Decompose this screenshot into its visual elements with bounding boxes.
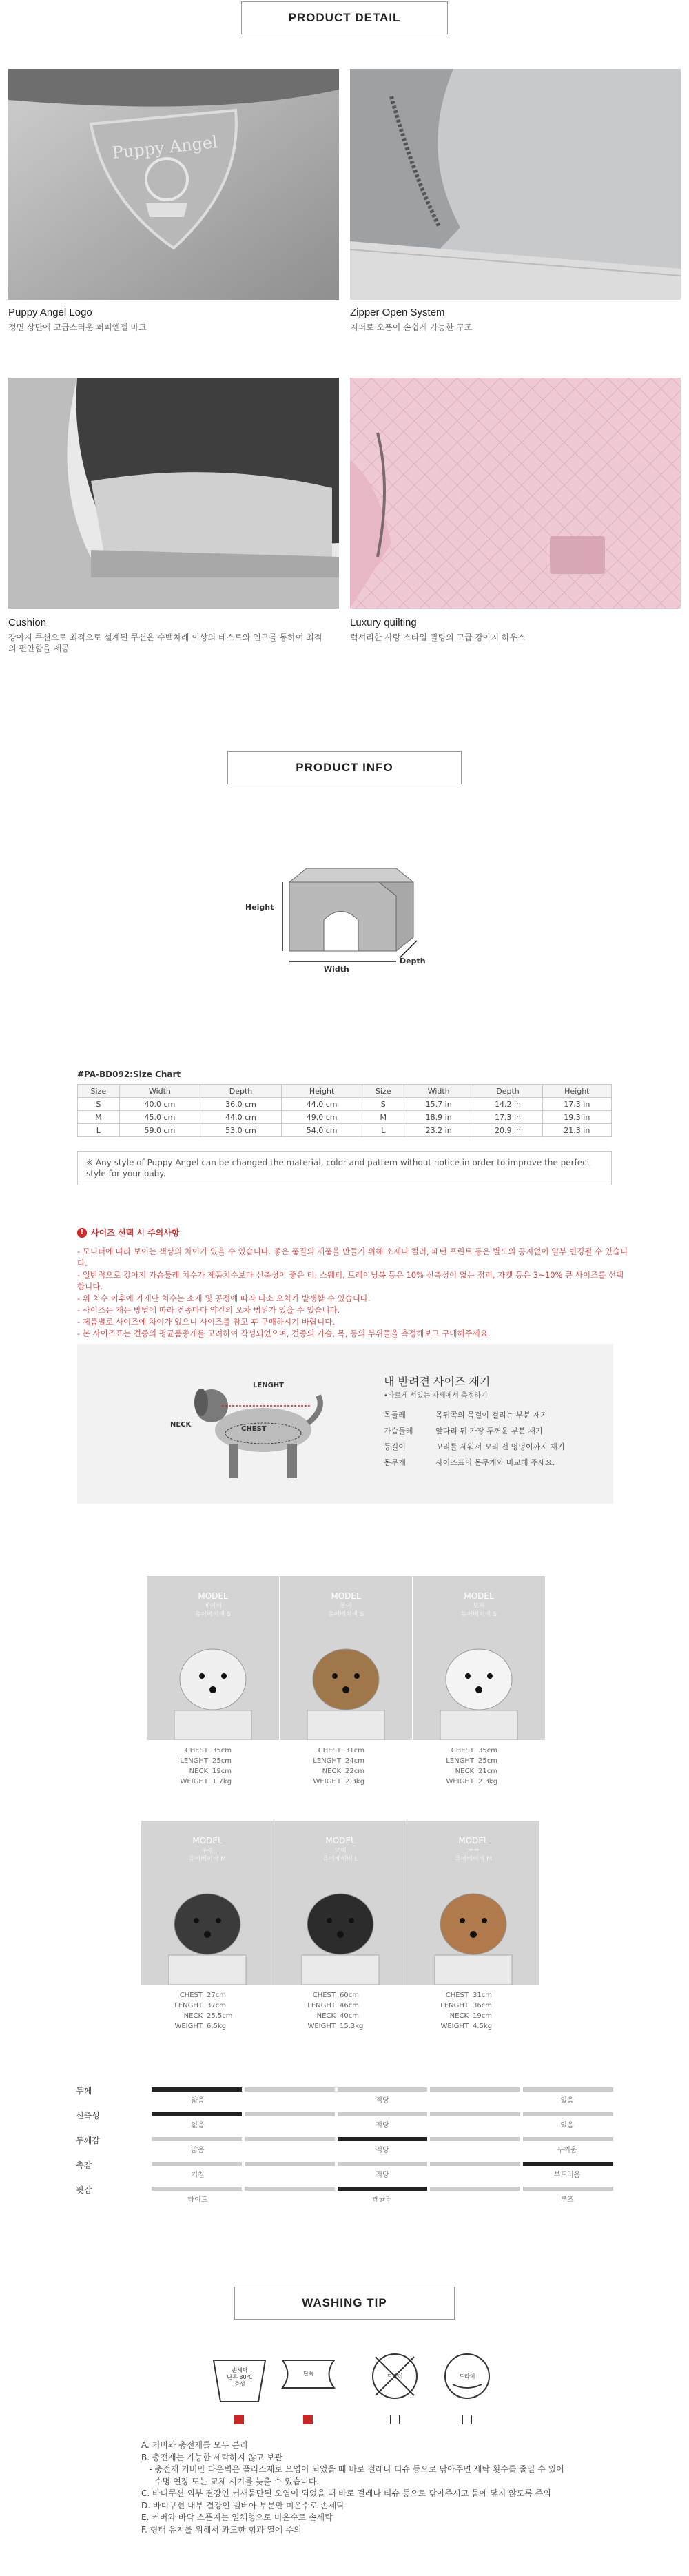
model-header: MODEL xyxy=(331,1591,361,1601)
table-cell: 44.0 cm xyxy=(281,1098,362,1111)
size-chart-note: ※ Any style of Puppy Angel can be changed the material, color and pattern without notice in order to improve the perfect style for your baby. xyxy=(77,1151,612,1185)
fit-segment xyxy=(523,2112,613,2116)
measurement-value: 35cm xyxy=(478,1747,497,1755)
house-diagram xyxy=(241,855,448,979)
measurement-row xyxy=(141,2001,274,2011)
product-detail-title: PRODUCT DETAIL xyxy=(241,1,448,34)
warning-icon: ! xyxy=(77,1228,87,1238)
feature-title-quilting: Luxury quilting xyxy=(350,617,417,628)
fit-tick xyxy=(244,2194,336,2204)
measurement-key: NECK xyxy=(316,2012,336,2020)
table-cell: 17.3 in xyxy=(473,1111,542,1124)
fit-tick xyxy=(429,2144,521,2154)
fit-segment xyxy=(523,2087,613,2092)
fit-row xyxy=(76,2184,613,2210)
measurement-key: CHEST xyxy=(451,1747,474,1755)
model-subtitle: 주주 유어베이비 M xyxy=(188,1848,227,1863)
model-measurements xyxy=(147,1740,279,1787)
wash-line: F. 형태 유지를 위해서 과도한 힘과 열에 주의 xyxy=(141,2524,302,2535)
measurement-row xyxy=(274,1990,407,2001)
fit-segment xyxy=(430,2162,520,2166)
caution-list xyxy=(77,1246,628,1340)
model-header: MODEL xyxy=(325,1836,356,1846)
table-cell: 54.0 cm xyxy=(281,1124,362,1137)
measurement-row xyxy=(274,2001,407,2011)
fit-segment xyxy=(245,2187,335,2191)
fit-tick: 없음 xyxy=(191,2122,205,2129)
size-chart-header: Depth xyxy=(473,1085,542,1098)
measurement-value: 40cm xyxy=(340,2012,359,2020)
model-photo xyxy=(141,1821,274,1985)
measurement-value: 22cm xyxy=(345,1768,364,1775)
table-cell: 36.0 cm xyxy=(200,1098,282,1111)
caution-line: - 모니터에 따라 보이는 색상의 차이가 있을 수 있습니다. 좋은 품질의 제품을 만들기 위해 소재나 컬러, 패턴 프린트 등은 별도의 공지없이 일부 변경될 수 있습니다. xyxy=(77,1247,628,1268)
model-measurements xyxy=(280,1740,412,1787)
fit-tick: 루즈 xyxy=(560,2196,574,2204)
model-measurements xyxy=(274,1985,407,2032)
size-chart-header: Width xyxy=(119,1085,200,1098)
fit-tick xyxy=(244,2144,336,2154)
model-photo xyxy=(407,1821,539,1985)
feature-title-zipper: Zipper Open System xyxy=(350,307,445,318)
measure-panel xyxy=(77,1344,613,1504)
measure-item xyxy=(384,1423,611,1439)
fit-tick xyxy=(244,2169,336,2179)
model-measurements xyxy=(407,1985,539,2032)
fit-bar xyxy=(152,2162,613,2166)
model-header: MODEL xyxy=(192,1836,223,1846)
fit-bar xyxy=(152,2112,613,2116)
fit-segment xyxy=(152,2087,242,2092)
wash-line: A. 커버와 충전재를 모두 분리 xyxy=(141,2440,248,2450)
fit-tick: 얇음 xyxy=(191,2097,205,2105)
measurement-row xyxy=(141,2011,274,2021)
measure-title: 내 반려견 사이즈 재기 xyxy=(384,1375,491,1388)
feature-title-logo: Puppy Angel Logo xyxy=(8,307,92,318)
model-card xyxy=(280,1576,412,1814)
measurement-row xyxy=(407,2021,539,2032)
measurement-value: 25.5cm xyxy=(207,2012,233,2020)
measurement-key: LENGHT xyxy=(440,2002,469,2010)
fit-segment xyxy=(523,2137,613,2141)
measurement-value: 46cm xyxy=(340,2002,359,2010)
measurement-value: 25cm xyxy=(478,1757,497,1765)
caution-line: - 사이즈는 재는 방법에 따라 견종마다 약간의 오차 범위가 있을 수 있습니다. xyxy=(77,1305,340,1315)
fit-segment xyxy=(523,2187,613,2191)
caution-line: - 위 치수 이후에 가재단 치수는 소재 및 공정에 따라 다소 오차가 발생할 수 있습니다. xyxy=(77,1294,371,1303)
model-subtitle: 모찌 유어베이비 S xyxy=(460,1603,497,1618)
measurement-key: WEIGHT xyxy=(307,2023,336,2030)
measurement-value: 15.3kg xyxy=(340,2023,364,2030)
measure-items xyxy=(384,1407,611,1471)
measurement-value: 21cm xyxy=(478,1768,497,1775)
measurement-row xyxy=(147,1766,279,1777)
hand-wash-icon xyxy=(210,2347,269,2422)
table-cell: 21.3 in xyxy=(542,1124,611,1137)
measure-item-name: 등길이 xyxy=(384,1442,406,1451)
fit-tick: 부드러움 xyxy=(553,2171,581,2179)
diagram-width-label: Width xyxy=(324,965,349,974)
fit-tick: 있음 xyxy=(560,2097,574,2105)
caution-line: - 본 사이즈표는 견종의 평균품종개를 고려하여 작성되었으며, 견종의 가슴, 목, 등의 부위들을 측정해보고 구매해주세요. xyxy=(77,1329,491,1338)
measurement-key: WEIGHT xyxy=(174,2023,203,2030)
measure-item-desc: 사이즈표의 몸무게와 비교해 주세요. xyxy=(435,1458,555,1467)
wash-line: B. 충전재는 가능한 세탁하지 않고 보관 xyxy=(141,2452,283,2462)
model-subtitle: 코코 유어베이비 M xyxy=(454,1848,493,1863)
fit-tick: 두꺼움 xyxy=(557,2147,577,2154)
measurement-row xyxy=(274,2021,407,2032)
model-card xyxy=(407,1821,539,2058)
feature-photo-zipper xyxy=(350,69,681,300)
chest-label: CHEST xyxy=(241,1425,267,1433)
measurement-row xyxy=(280,1756,412,1766)
measurement-key: LENGHT xyxy=(307,2002,336,2010)
model-subtitle: 몽이 유어베이비 S xyxy=(327,1603,364,1618)
model-subtitle: 베이비 유어베이비 S xyxy=(194,1603,232,1618)
fit-tick xyxy=(429,2094,521,2105)
measurement-row xyxy=(141,2021,274,2032)
measurement-row xyxy=(147,1746,279,1756)
measurement-value: 19cm xyxy=(212,1768,232,1775)
fit-row xyxy=(76,2085,613,2111)
measurement-key: NECK xyxy=(183,2012,203,2020)
fit-row xyxy=(76,2159,613,2185)
feature-title-cushion: Cushion xyxy=(8,617,47,628)
diagram-depth-label: Depth xyxy=(400,957,426,965)
model-header: MODEL xyxy=(464,1591,494,1601)
table-cell: 20.9 in xyxy=(473,1124,542,1137)
table-cell: L xyxy=(362,1124,404,1137)
measurement-key: CHEST xyxy=(445,1992,469,1999)
model-photo xyxy=(413,1576,545,1740)
table-row xyxy=(78,1098,612,1111)
measurement-key: LENGHT xyxy=(446,1757,474,1765)
table-cell: 18.9 in xyxy=(404,1111,473,1124)
fit-row xyxy=(76,2134,613,2160)
measurement-row xyxy=(280,1746,412,1756)
measure-item-name: 목둘레 xyxy=(384,1411,406,1420)
measurement-value: 2.3kg xyxy=(478,1778,498,1786)
fit-segment xyxy=(152,2112,242,2116)
measurement-row xyxy=(413,1777,545,1787)
fit-segment xyxy=(152,2187,242,2191)
fit-segment xyxy=(338,2162,428,2166)
table-cell: 17.3 in xyxy=(542,1098,611,1111)
fit-tick: 타이트 xyxy=(187,2196,208,2204)
fit-tick: 있음 xyxy=(560,2122,574,2129)
fit-tick: 적당 xyxy=(376,2147,389,2154)
wash-line: D. 바디쿠션 내부 결강인 벨버아 부분만 미온수로 손세탁 xyxy=(141,2500,344,2511)
measurement-value: 35cm xyxy=(212,1747,232,1755)
measurement-value: 6.5kg xyxy=(207,2023,227,2030)
fit-bar xyxy=(152,2187,613,2191)
table-cell: M xyxy=(362,1111,404,1124)
table-cell: 53.0 cm xyxy=(200,1124,282,1137)
wash-line: 수명 연장 또는 교체 시기를 늦출 수 있습니다. xyxy=(141,2476,320,2486)
measurement-value: 4.5kg xyxy=(473,2023,493,2030)
measurement-key: CHEST xyxy=(312,1992,336,1999)
fit-segment xyxy=(338,2087,428,2092)
logo-lettering: Puppy Angel xyxy=(111,132,218,163)
measurement-row xyxy=(147,1756,279,1766)
measurement-row xyxy=(147,1777,279,1787)
caution-header xyxy=(77,1227,179,1238)
measurement-value: 19cm xyxy=(473,2012,492,2020)
feature-photo-cushion xyxy=(8,378,339,609)
fit-label: 핏감 xyxy=(76,2185,92,2195)
measurement-row xyxy=(280,1777,412,1787)
feature-photo-quilting xyxy=(350,378,681,609)
measurement-value: 31cm xyxy=(473,1992,492,1999)
fit-label: 촉감 xyxy=(76,2160,92,2170)
size-chart-header: Size xyxy=(78,1085,120,1098)
fit-tick: 레귤러 xyxy=(372,2196,393,2204)
wash-mark xyxy=(303,2415,313,2424)
dryclean-text: 드라이 xyxy=(459,2373,475,2380)
measurement-value: 31cm xyxy=(345,1747,364,1755)
model-measurements xyxy=(141,1985,274,2032)
fit-segment xyxy=(430,2087,520,2092)
measurement-key: NECK xyxy=(189,1768,208,1775)
fit-segment xyxy=(152,2137,242,2141)
caution-line: - 일반적으로 강아지 가슴둘레 치수가 제품치수보다 신축성이 좋은 티, 스웨터, 트레이닝복 등은 10% 신축성이 없는 점퍼, 자켓 등은 3~10% 큰 사이즈를 선택합니다. xyxy=(77,1270,624,1291)
measurement-value: 27cm xyxy=(207,1992,226,1999)
measure-subtitle: •바르게 서있는 자세에서 측정하기 xyxy=(384,1392,488,1400)
feature-desc-zipper: 지퍼로 오픈이 손쉽게 가능한 구조 xyxy=(350,323,473,332)
size-chart-header: Height xyxy=(542,1085,611,1098)
model-card xyxy=(147,1576,279,1814)
fit-tick: 거칠 xyxy=(191,2171,205,2179)
model-header: MODEL xyxy=(458,1836,489,1846)
fit-row xyxy=(76,2109,613,2136)
model-photo xyxy=(280,1576,412,1740)
measurement-row xyxy=(407,2011,539,2021)
wash-line: - 충전재 커버만 다운벽은 플리스제로 오염이 되었을 때 바로 걸레나 티슈 등으로 닦아주면 세탁 횟수를 줄일 수 있어 xyxy=(141,2464,564,2474)
table-cell: S xyxy=(78,1098,120,1111)
wash-mark xyxy=(234,2415,244,2424)
fit-bar xyxy=(152,2137,613,2141)
wash-instructions xyxy=(141,2440,582,2536)
measurement-key: CHEST xyxy=(185,1747,208,1755)
measurement-key: LENGHT xyxy=(174,2002,203,2010)
measure-item-name: 가슴둘레 xyxy=(384,1427,413,1435)
wring-icon xyxy=(279,2347,338,2422)
table-cell: 49.0 cm xyxy=(281,1111,362,1124)
measurement-key: NECK xyxy=(455,1768,474,1775)
measurement-key: WEIGHT xyxy=(446,1778,474,1786)
fit-bar xyxy=(152,2087,613,2092)
table-row xyxy=(78,1111,612,1124)
wash-line: E. 커버와 바닥 스폰지는 일체형으로 미온수로 손세탁 xyxy=(141,2513,333,2522)
no-dryclean-text: 드라이 xyxy=(387,2373,403,2380)
fit-segment xyxy=(245,2162,335,2166)
caution-line: - 제품별로 사이즈에 차이가 있으니 사이즈를 참고 후 구매하시기 바랍니다. xyxy=(77,1317,335,1327)
measurement-value: 1.7kg xyxy=(212,1778,232,1786)
feature-photo-logo xyxy=(8,69,339,300)
table-cell: 15.7 in xyxy=(404,1098,473,1111)
measurement-key: NECK xyxy=(322,1768,341,1775)
fit-segment xyxy=(245,2087,335,2092)
fit-tick xyxy=(429,2119,521,2129)
table-cell: 23.2 in xyxy=(404,1124,473,1137)
product-info-title: PRODUCT INFO xyxy=(227,751,462,784)
measurement-value: 25cm xyxy=(212,1757,232,1765)
measurement-key: WEIGHT xyxy=(180,1778,208,1786)
fit-tick xyxy=(244,2094,336,2105)
fit-segment xyxy=(245,2112,335,2116)
measurement-key: NECK xyxy=(449,2012,469,2020)
measurement-value: 24cm xyxy=(345,1757,364,1765)
measure-item-desc: 앞다리 뒤 가장 두꺼운 부분 재기 xyxy=(435,1427,543,1435)
measurement-key: WEIGHT xyxy=(313,1778,341,1786)
measure-item-name: 몸무게 xyxy=(384,1458,406,1467)
fit-tick xyxy=(429,2169,521,2179)
measure-item xyxy=(384,1455,611,1471)
measurement-row xyxy=(280,1766,412,1777)
fit-segment xyxy=(523,2162,613,2166)
measure-item-desc: 목뒤쪽의 목걸이 걸리는 부분 재기 xyxy=(435,1411,548,1420)
model-measurements xyxy=(413,1740,545,1787)
table-cell: 14.2 in xyxy=(473,1098,542,1111)
model-card xyxy=(274,1821,407,2058)
table-row xyxy=(78,1124,612,1137)
feature-desc-quilting: 럭셔리한 사랑 스타일 퀼팅의 고급 강아지 하우스 xyxy=(350,633,526,642)
table-cell: 40.0 cm xyxy=(119,1098,200,1111)
fit-tick: 적당 xyxy=(376,2097,389,2105)
measurement-row xyxy=(413,1766,545,1777)
fit-label: 두께 xyxy=(76,2086,92,2096)
fit-tick xyxy=(244,2119,336,2129)
measurement-value: 37cm xyxy=(207,2002,226,2010)
fit-tick: 얇음 xyxy=(191,2147,205,2154)
fit-label: 두께감 xyxy=(76,2136,100,2145)
table-cell: 59.0 cm xyxy=(119,1124,200,1137)
fit-tick xyxy=(429,2194,521,2204)
fit-segment xyxy=(338,2137,428,2141)
measure-item xyxy=(384,1439,611,1455)
size-chart-table xyxy=(77,1084,612,1137)
wash-line: C. 바디쿠션 외부 결강인 커새물단된 오염이 되었을 때 바로 걸레나 티슈 등으로 닦아주시고 물에 닿지 않도록 주의 xyxy=(141,2488,551,2498)
measurement-key: CHEST xyxy=(318,1747,341,1755)
measurement-row xyxy=(413,1746,545,1756)
fit-segment xyxy=(245,2137,335,2141)
model-card xyxy=(141,1821,274,2058)
measurement-value: 2.3kg xyxy=(345,1778,365,1786)
model-card xyxy=(413,1576,545,1814)
model-subtitle: 보미 유어베이비 L xyxy=(322,1848,358,1863)
fit-tick: 적당 xyxy=(376,2122,389,2129)
wring-text: 단독 xyxy=(303,2371,314,2377)
measurement-value: 36cm xyxy=(473,2002,492,2010)
fit-segment xyxy=(430,2112,520,2116)
table-cell: S xyxy=(362,1098,404,1111)
model-photo xyxy=(147,1576,279,1740)
table-cell: 19.3 in xyxy=(542,1111,611,1124)
table-cell: 45.0 cm xyxy=(119,1111,200,1124)
fit-segment xyxy=(338,2187,428,2191)
measurement-row xyxy=(407,2001,539,2011)
size-chart-header: Width xyxy=(404,1085,473,1098)
fit-segment xyxy=(430,2137,520,2141)
no-dryclean-icon xyxy=(365,2347,424,2422)
feature-desc-logo: 정면 상단에 고급스러운 퍼피엔젤 마크 xyxy=(8,323,147,332)
size-chart-header: Depth xyxy=(200,1085,282,1098)
measurement-row xyxy=(141,1990,274,2001)
measurement-key: LENGHT xyxy=(313,1757,341,1765)
measurement-row xyxy=(407,1990,539,2001)
washing-tip-title: WASHING TIP xyxy=(234,2287,455,2320)
caution-title: 사이즈 선택 시 주의사항 xyxy=(91,1228,180,1238)
diagram-height-label: Height xyxy=(245,903,274,912)
table-cell: 44.0 cm xyxy=(200,1111,282,1124)
wash-mark xyxy=(462,2415,472,2424)
measurement-key: WEIGHT xyxy=(440,2023,469,2030)
dryclean-icon xyxy=(438,2347,497,2422)
fit-segment xyxy=(152,2162,242,2166)
measurement-value: 60cm xyxy=(340,1992,359,1999)
fit-tick: 적당 xyxy=(376,2171,389,2179)
neck-label: NECK xyxy=(170,1421,192,1429)
measure-item xyxy=(384,1407,611,1423)
model-header: MODEL xyxy=(198,1591,228,1601)
fit-segment xyxy=(338,2112,428,2116)
lenght-label: LENGHT xyxy=(253,1382,284,1389)
table-cell: M xyxy=(78,1111,120,1124)
measure-item-desc: 꼬리를 세워서 꼬리 전 엉덩이까지 재기 xyxy=(435,1442,565,1451)
model-photo xyxy=(274,1821,407,1985)
table-cell: L xyxy=(78,1124,120,1137)
size-chart-header: Size xyxy=(362,1085,404,1098)
wash-mark xyxy=(390,2415,400,2424)
feature-desc-cushion: 강아지 쿠션으로 최적으로 설계된 쿠션은 수백차례 이상의 테스트와 연구를 통하여 최적의 편안함을 제공 xyxy=(8,633,322,653)
fit-label: 신축성 xyxy=(76,2111,100,2120)
size-chart-header: Height xyxy=(281,1085,362,1098)
size-chart-title: #PA-BD092:Size Chart xyxy=(77,1070,181,1079)
measurement-row xyxy=(274,2011,407,2021)
measurement-key: LENGHT xyxy=(180,1757,208,1765)
fit-segment xyxy=(430,2187,520,2191)
measurement-key: CHEST xyxy=(179,1992,203,1999)
hand-wash-text: 손세탁 단독 30℃ 중성 xyxy=(227,2367,253,2387)
measurement-row xyxy=(413,1756,545,1766)
